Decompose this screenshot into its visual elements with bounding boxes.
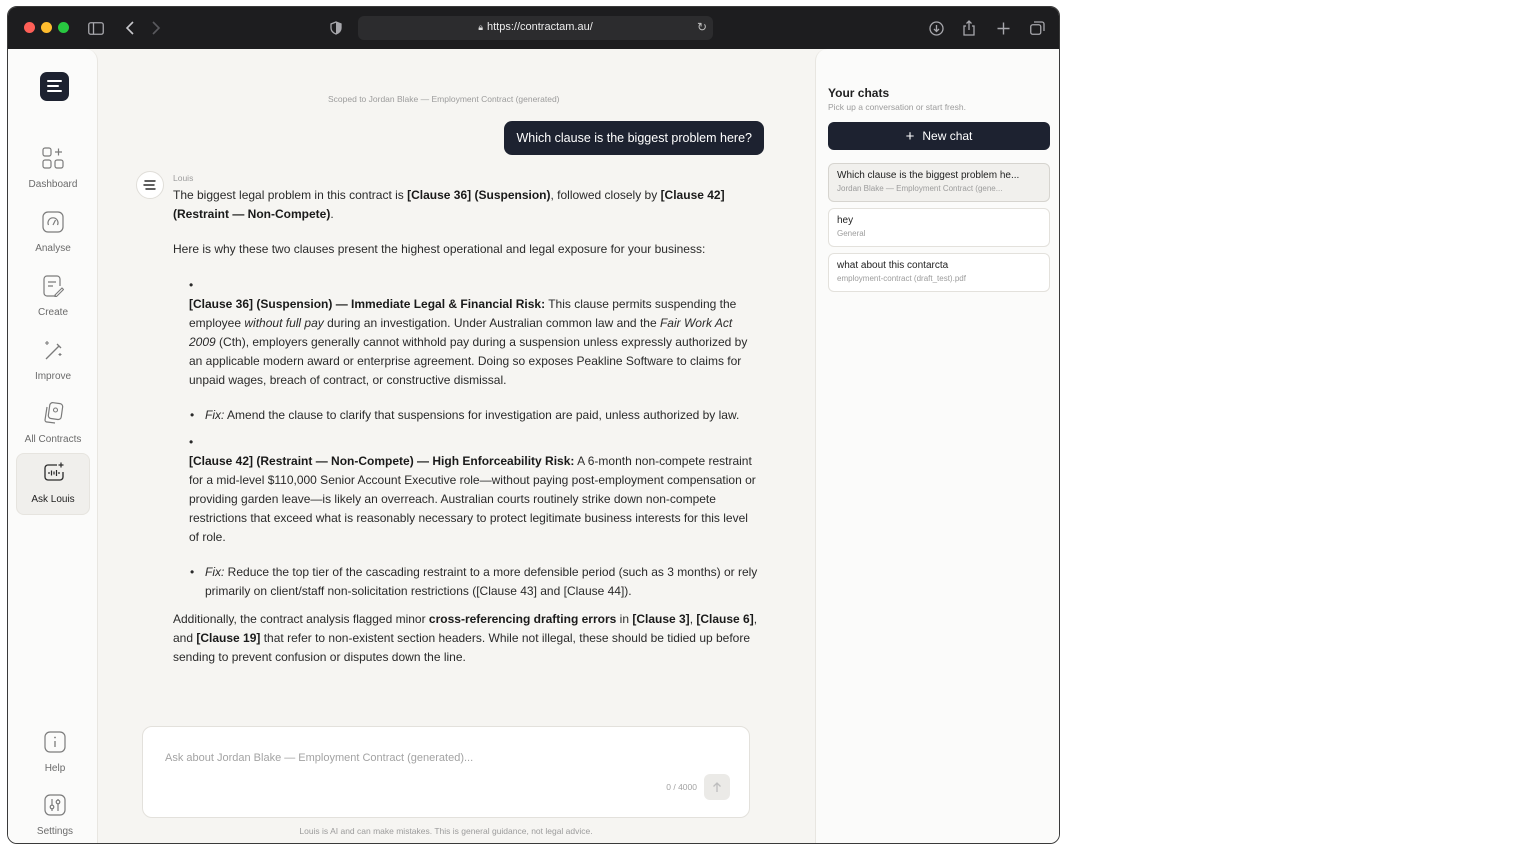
new-tab-icon[interactable]	[993, 18, 1013, 38]
plus-icon: +	[905, 127, 915, 145]
sidebar-item-create[interactable]	[16, 267, 90, 329]
sidebar-item-all-contracts[interactable]	[16, 394, 90, 456]
sidebar-item-label: Settings	[36, 826, 74, 837]
sidebar-item-label: Help	[44, 763, 66, 774]
response-fix-2: • Fix: Reduce the top tier of the cascading restraint to a more defensible period (such as 3 months) or rely primarily on client/staff non-solicitation restrictions ([Clause 43] and [Clause 44]).	[173, 563, 758, 601]
sidebar-item-settings[interactable]	[18, 786, 92, 844]
privacy-shield-icon[interactable]	[326, 18, 346, 38]
sidebar-item-analyse[interactable]	[16, 203, 90, 265]
browser-toolbar	[8, 7, 1059, 49]
sidebar-item-label: Improve	[34, 371, 72, 382]
chat-item-title: Which clause is the biggest problem he...	[837, 170, 1020, 181]
sidebar-item-help[interactable]	[18, 723, 92, 785]
sidebar-item-ask-louis[interactable]	[16, 453, 90, 515]
ai-disclaimer: Louis is AI and can make mistakes. This is general guidance, not legal advice.	[299, 826, 593, 836]
grid-plus-icon	[42, 147, 64, 169]
response-point-1: [Clause 36] (Suspension) — Immediate Legal & Financial Risk: This clause permits suspending the employee without full pay during an investigation. Under Australian common law and the Fair Work Act 2009 (Cth), employers generally cannot withhold pay during a suspension unless expressly authorized by an applicable modern award or enterprise agreement. Doing so exposes Peakline Software to claims for unpaid wages, breach of contract, or constructive dismissal.	[189, 297, 748, 387]
minimize-window-button[interactable]	[41, 22, 52, 33]
sidebar-item-label: Dashboard	[28, 179, 78, 190]
sidebar-item-label: All Contracts	[24, 434, 82, 445]
chat-item-subtitle: General	[837, 229, 866, 238]
sidebar-item-label: Create	[37, 307, 68, 318]
forward-icon[interactable]	[146, 18, 166, 38]
info-icon	[44, 731, 66, 753]
response-additional: Additionally, the contract analysis flagged minor cross-referencing drafting errors in [Clause 3], [Clause 6], and [Clause 19] that refer to non-existent section headers. While not illegal, these should be tidied up before sending to prevent confusion or disputes down the line.	[173, 612, 758, 664]
chat-item-subtitle: employment-contract (draft_test).pdf	[837, 274, 966, 283]
chat-scope-label: Scoped to Jordan Blake — Employment Contract (generated)	[328, 94, 560, 104]
chat-composer[interactable]	[142, 726, 750, 818]
close-window-button[interactable]	[24, 22, 35, 33]
response-why: Here is why these two clauses present the highest operational and legal exposure for your business:	[173, 242, 706, 256]
list-bullet: •	[189, 435, 194, 449]
response-point-2: [Clause 42] (Restraint — Non-Compete) — High Enforceability Risk: A 6-month non-compete restraint for a mid-level $110,000 Senior Account Executive role—without paying post-employment compensation or providing garden leave—is likely an overreach. Australian courts routinely strike down non-compete restrictions that exceed what is reasonably necessary to protect legitimate business interests for this level of role.	[189, 454, 756, 544]
reload-icon[interactable]: ↻	[696, 20, 707, 34]
chats-panel-title: Your chats	[828, 86, 890, 100]
louis-logo-icon	[143, 179, 157, 191]
chat-item-subtitle: Jordan Blake — Employment Contract (gene...	[837, 184, 1003, 193]
downloads-icon[interactable]	[926, 18, 946, 38]
chats-panel	[815, 49, 1060, 844]
list-bullet: •	[189, 278, 194, 292]
magic-wand-icon	[42, 339, 64, 361]
browser-window	[7, 6, 1060, 844]
assistant-message	[173, 186, 758, 667]
settings-icon	[44, 794, 66, 816]
app-sidebar	[8, 49, 98, 844]
send-button[interactable]	[704, 774, 730, 800]
sidebar-item-improve[interactable]	[16, 331, 90, 393]
character-counter: 0 / 4000	[666, 782, 697, 792]
analyse-icon	[42, 211, 64, 233]
sidebar-item-label: Analyse	[35, 243, 71, 254]
chat-main	[98, 49, 816, 844]
chat-item-title: what about this contarcta	[837, 260, 949, 271]
response-intro: The biggest legal problem in this contract is [Clause 36] (Suspension), followed closely by [Clause 42] (Restraint — Non-Compete).	[173, 188, 725, 221]
sidebar-item-label: Ask Louis	[31, 494, 75, 505]
chats-panel-subtitle: Pick up a conversation or start fresh.	[828, 102, 966, 112]
create-icon	[42, 275, 64, 297]
user-message: Which clause is the biggest problem here?	[504, 121, 764, 155]
composer-input[interactable]: Ask about Jordan Blake — Employment Contract (generated)...	[165, 752, 474, 764]
arrow-up-icon	[712, 782, 722, 793]
new-chat-button[interactable]	[828, 122, 1050, 150]
address-bar[interactable]	[358, 16, 713, 40]
louis-avatar	[136, 171, 164, 199]
sidebar-toggle-icon[interactable]	[86, 18, 106, 38]
chat-list-item[interactable]	[828, 163, 1050, 202]
ask-louis-icon	[43, 462, 65, 484]
chat-list-item[interactable]	[828, 208, 1050, 247]
chat-list-item[interactable]	[828, 253, 1050, 292]
url-text: https://contractam.au/	[487, 21, 593, 33]
share-icon[interactable]	[959, 18, 979, 38]
contracts-stack-icon	[42, 402, 64, 424]
back-icon[interactable]	[120, 18, 140, 38]
sidebar-item-dashboard[interactable]	[16, 139, 90, 201]
new-chat-label: New chat	[922, 129, 973, 143]
tab-overview-icon[interactable]	[1027, 18, 1047, 38]
lock-icon: 🔒︎	[478, 22, 483, 32]
chat-item-title: hey	[837, 215, 854, 226]
app-logo[interactable]	[40, 72, 69, 101]
zoom-window-button[interactable]	[58, 22, 69, 33]
response-fix-1: • Fix: Amend the clause to clarify that suspensions for investigation are paid, unless authorized by law.	[173, 406, 758, 425]
assistant-name: Louis	[173, 173, 194, 183]
